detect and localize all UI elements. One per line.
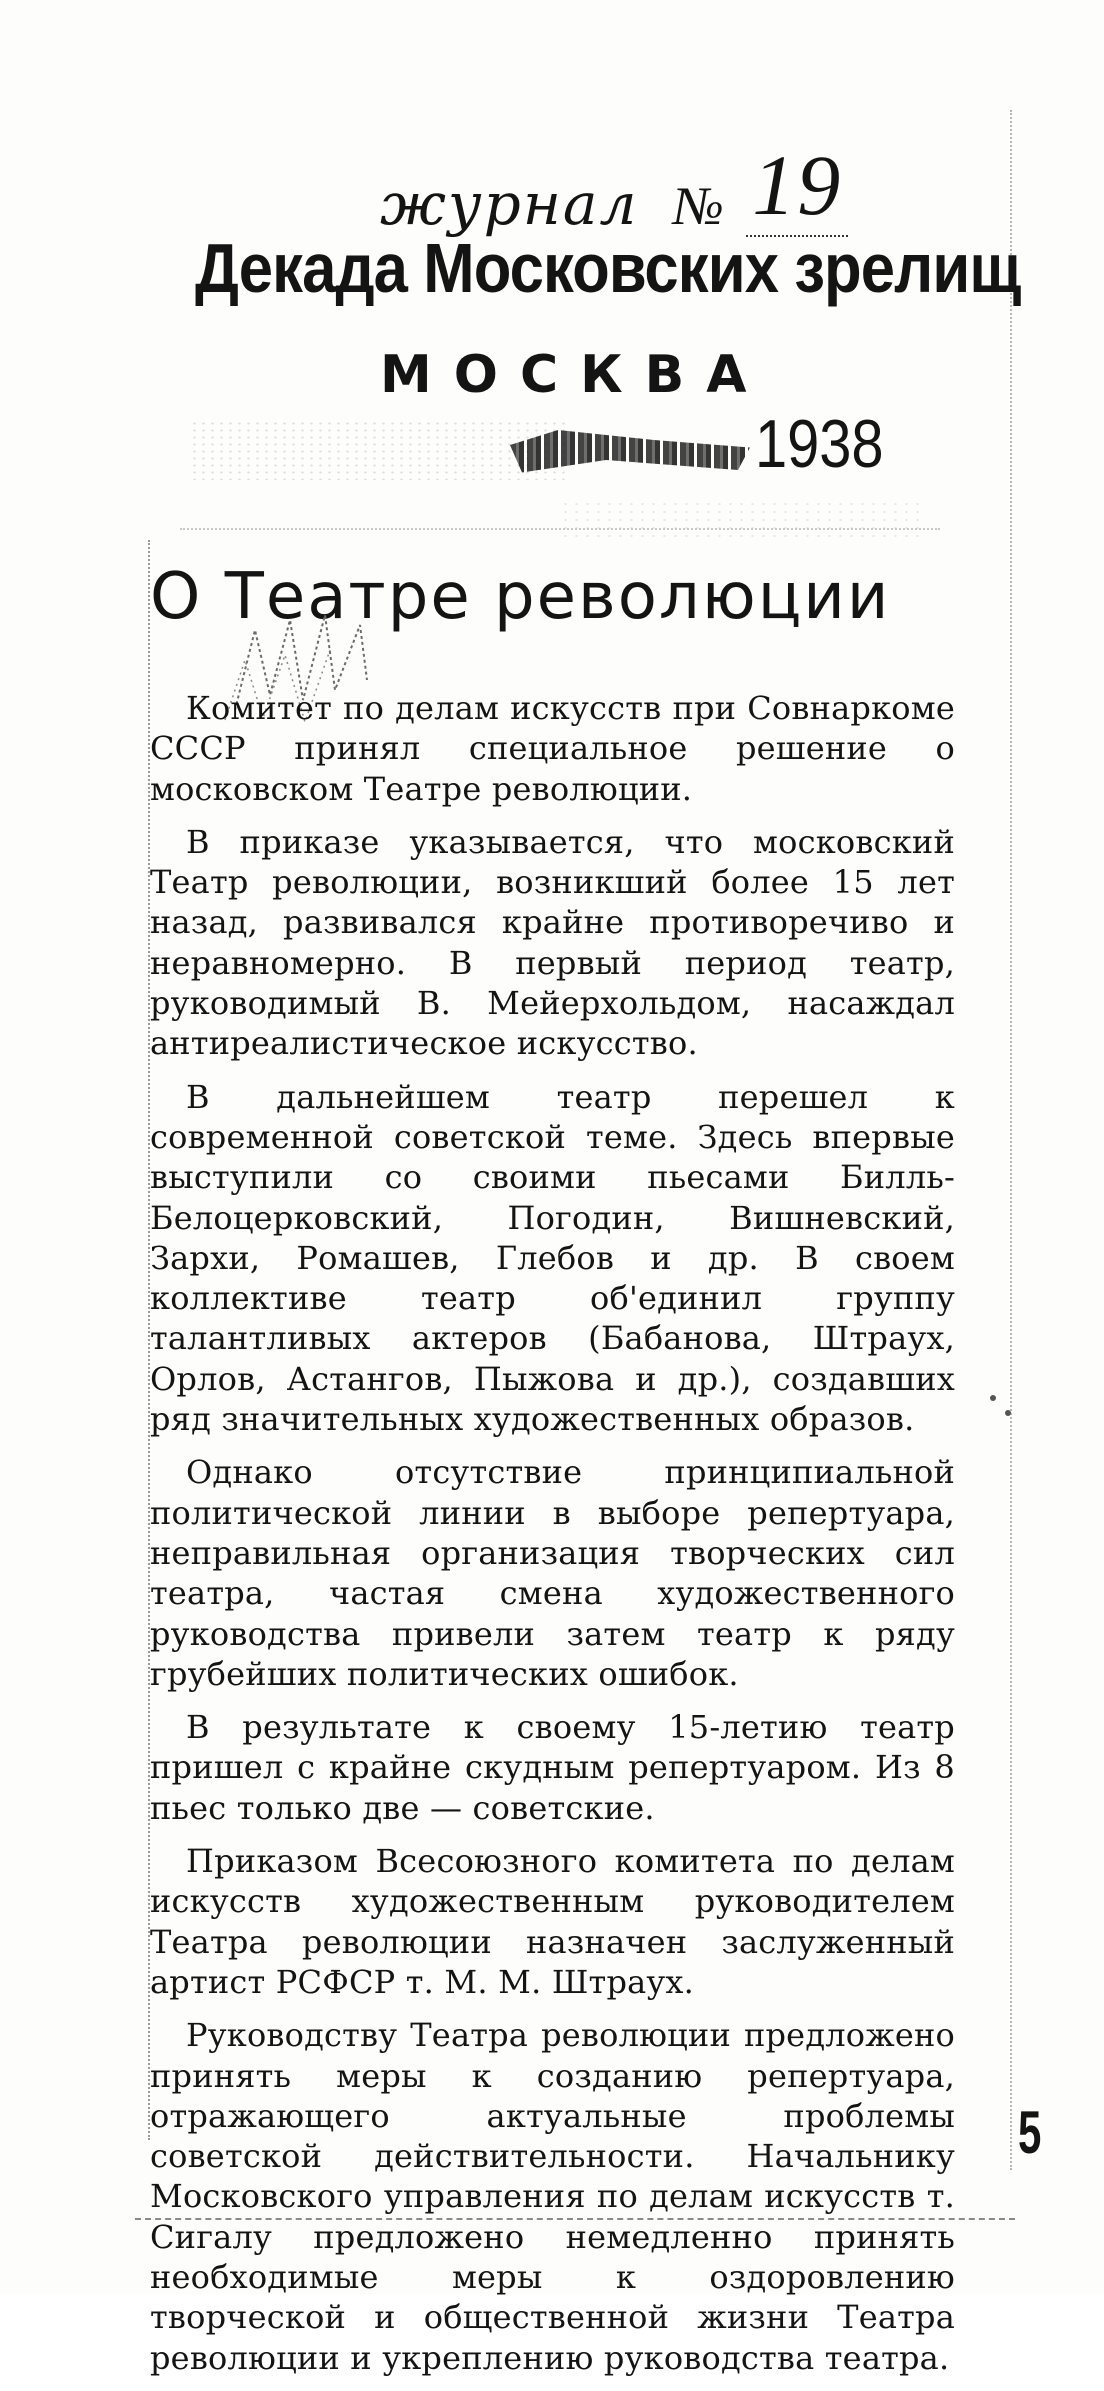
paragraph: В дальнейшем театр перешел к современной советской теме. Здесь впервые выступили со своими пьесами Билль-Белоцерковский, Погодин, Вишневский, Зархи, Ромашев, Глебов и др. В своем коллективе театр об'единил группу талантливых актеров (Бабанова, Штраух, Орлов, Астангов, Пыжова и др.), создавших ряд значительных художественных образов. xyxy=(150,1077,955,1439)
masthead-title: Декада Московских зрелищ xyxy=(195,229,1021,307)
paragraph: Приказом Всесоюзного комитета по делам искусств художественным руководителем Театра революции назначен заслуженный артист РСФСР т. М. М. Штраух. xyxy=(150,1842,955,2001)
journal-label: журнал xyxy=(380,170,639,238)
paragraph: Руководству Театра революции предложено принять меры к созданию репертуара, отражающего актуальные проблемы советской действительности. Начальнику Московского управления по делам искусств т. Сигалу предложено немедленно принять необходимые меры к оздоровлению творческой и общественной жизни Театра революции и укреплению руководства театра. xyxy=(150,2016,955,2377)
journal-number-sign: № xyxy=(672,176,726,236)
print-dot xyxy=(990,1395,996,1401)
paragraph: В результате к своему 15-летию театр пришел с крайне скудным репертуаром. Из 8 пьес только две — советские. xyxy=(150,1708,955,1827)
ink-smudge xyxy=(510,425,750,475)
print-noise xyxy=(560,500,920,540)
paragraph: Комитет по делам искусств при Совнаркоме СССР принял специальное решение о московском Театре революции. xyxy=(150,689,955,808)
header-divider xyxy=(180,528,940,530)
date-stamp xyxy=(500,395,920,505)
paragraph: Однако отсутствие принципиальной политической линии в выборе репертуара, неправильная организация творческих сил театра, частая смена художественного руководства привели затем театр к ряду грубейших политических ошибок. xyxy=(150,1453,955,1693)
paste-edge-right xyxy=(1010,110,1013,2170)
print-dot xyxy=(1005,1410,1011,1416)
journal-number: 19 xyxy=(746,135,848,237)
paragraph: В приказе указывается, что московский Театр революции, возникший более 15 лет назад, развивался крайне противоречиво и неравномерно. В первый период театр, руководимый В. Мейерхольдом, насаждал антиреалистическое искусство. xyxy=(150,822,955,1063)
bottom-rule xyxy=(135,2218,1015,2220)
year: 1938 xyxy=(755,406,884,482)
article-body xyxy=(150,688,955,2391)
page-number: 5 xyxy=(1018,2099,1042,2166)
article-title: О Театре революции xyxy=(150,560,891,634)
city-name: МОСКВА xyxy=(380,345,769,405)
